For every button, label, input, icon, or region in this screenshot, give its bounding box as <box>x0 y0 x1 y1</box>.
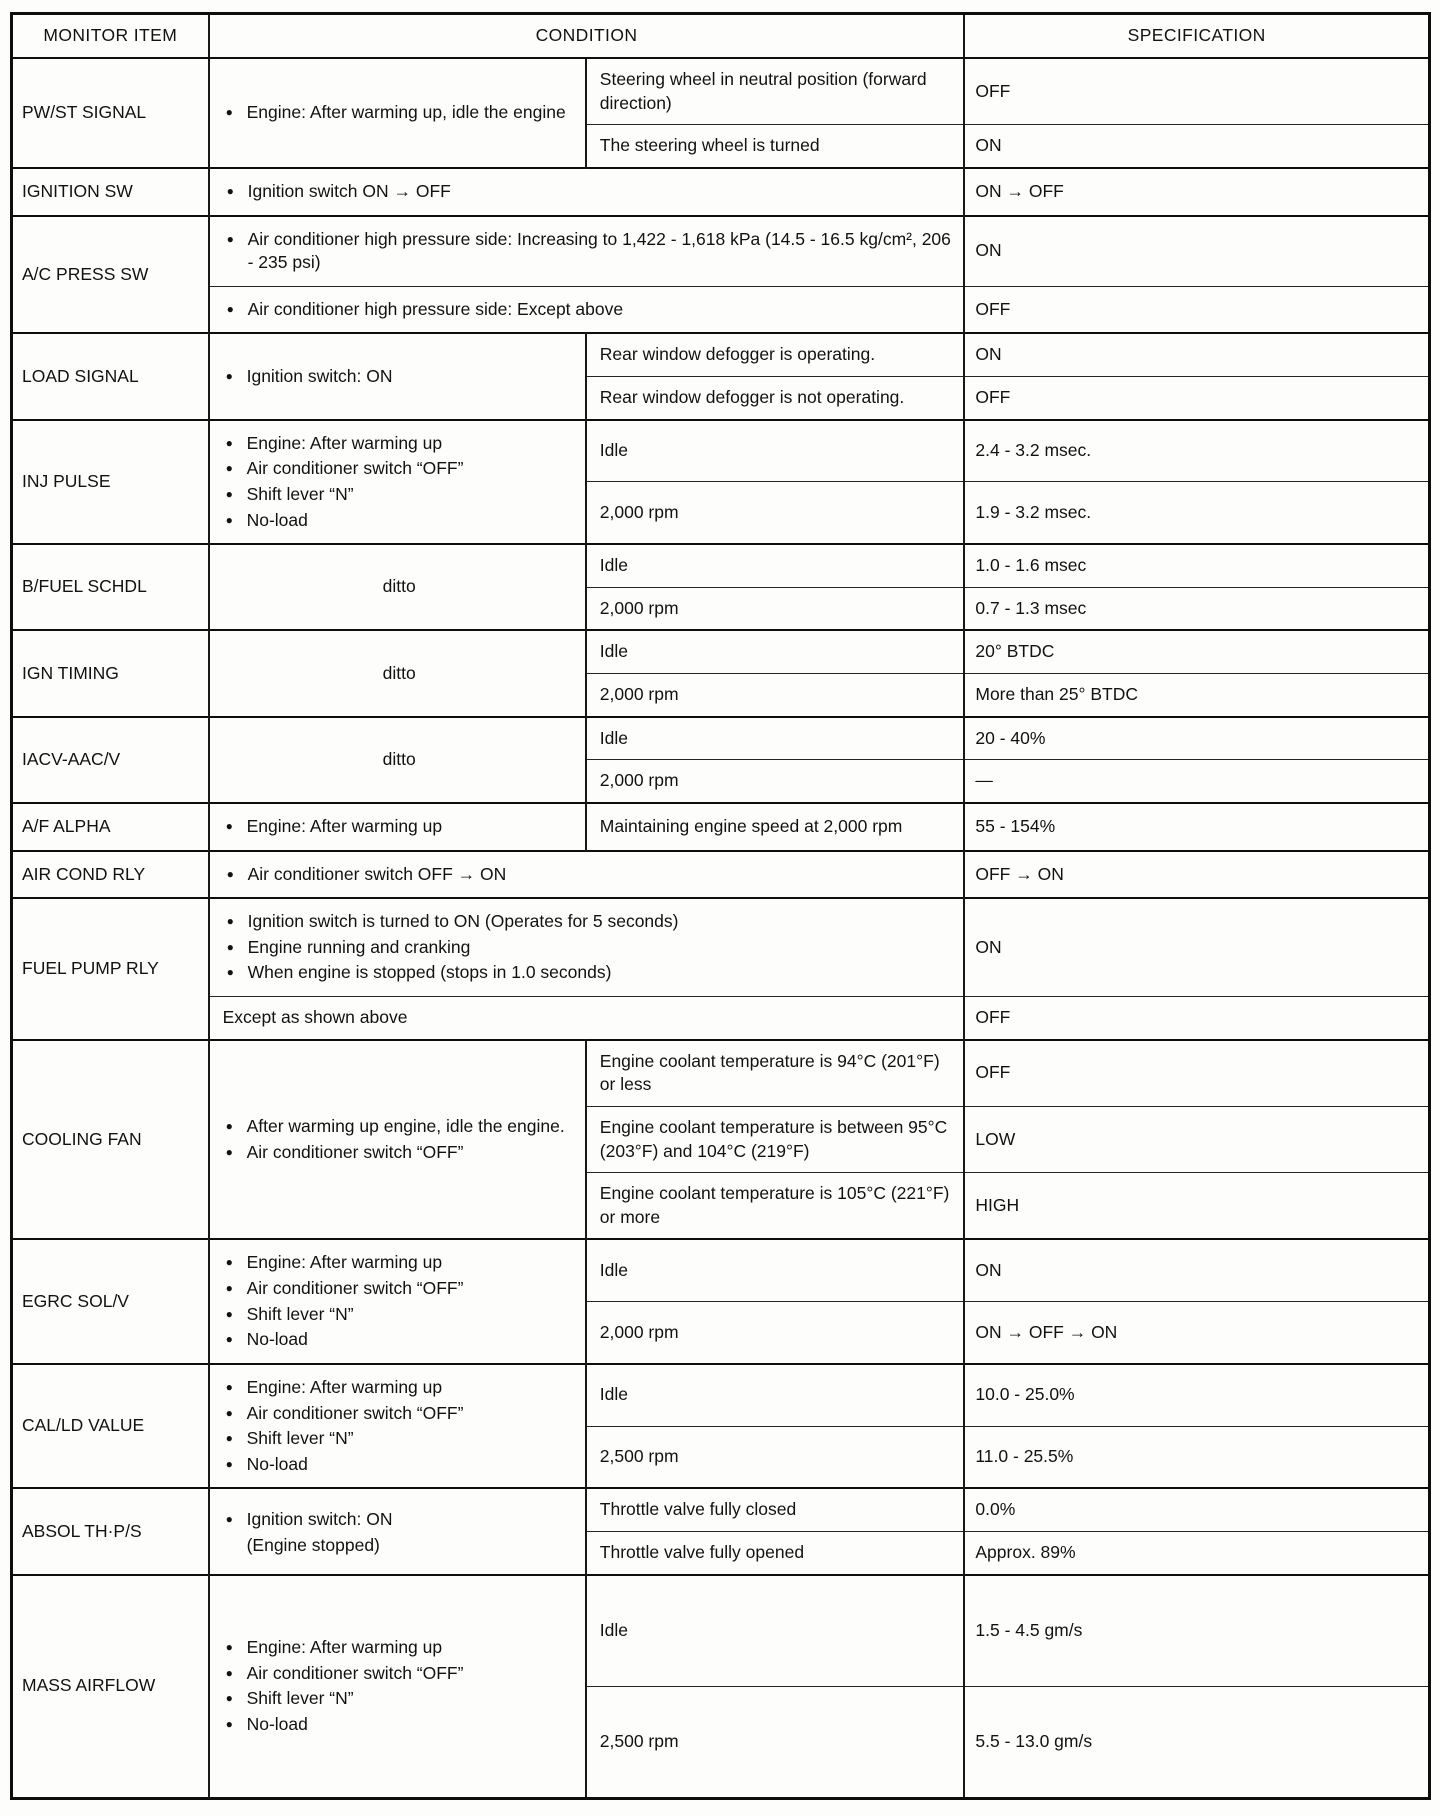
condition-bullet <box>226 815 573 839</box>
condition-text: 2,500 rpm <box>599 1730 679 1751</box>
condition-text: Ignition switch is turned to ON (Operates for 5 seconds) <box>247 911 679 932</box>
bullet-icon: ● <box>225 1431 233 1446</box>
specification-cell: — <box>964 760 1429 803</box>
specification-cell: 0.7 - 1.3 msec <box>964 587 1429 630</box>
monitor-item-cell: LOAD SIGNAL <box>12 333 209 419</box>
monitor-item-cell: IGN TIMING <box>12 630 209 716</box>
table-row <box>12 1040 1430 1107</box>
monitor-item-cell: EGRC SOL/V <box>12 1239 209 1364</box>
condition-text: Shift lever “N” <box>246 1303 354 1324</box>
condition-sub-cell <box>586 1040 965 1107</box>
condition-sub-cell <box>586 760 965 803</box>
condition-bullet <box>226 101 573 125</box>
specification-cell: 55 - 154% <box>964 803 1429 851</box>
condition-text: Rear window defogger is operating. <box>599 344 876 365</box>
monitor-item-cell: INJ PULSE <box>12 420 209 545</box>
bullet-icon: ● <box>225 512 233 527</box>
condition-bullet <box>226 1402 573 1426</box>
condition-sub-cell <box>586 1686 965 1798</box>
condition-bullet <box>223 298 952 322</box>
specification-cell: 1.0 - 1.6 msec <box>964 544 1429 587</box>
bullet-icon: ● <box>225 1691 233 1706</box>
bullet-icon: ● <box>225 1255 233 1270</box>
condition-text: Air conditioner switch OFF → ON <box>247 863 507 884</box>
bullet-icon: ● <box>225 461 233 476</box>
specification-cell: OFF <box>964 997 1429 1040</box>
monitor-item-cell: IACV-AAC/V <box>12 717 209 803</box>
condition-bullet <box>226 1376 573 1400</box>
bullet-icon: ● <box>225 1716 233 1731</box>
condition-sub-cell <box>586 1302 965 1364</box>
bullet-icon: ● <box>225 1281 233 1295</box>
specification-cell: ON <box>964 125 1429 168</box>
condition-bullet <box>223 961 952 985</box>
table-header-row <box>12 14 1430 59</box>
condition-bullet <box>226 509 573 533</box>
condition-bullet <box>226 457 573 481</box>
monitor-item-cell: FUEL PUMP RLY <box>12 898 209 1040</box>
monitor-item-cell: PW/ST SIGNAL <box>12 58 209 168</box>
table-row <box>12 420 1430 482</box>
condition-bullet <box>226 1453 573 1477</box>
condition-bullet <box>223 863 952 887</box>
condition-sub-cell <box>586 482 965 544</box>
specification-cell: ON → OFF <box>964 168 1429 216</box>
condition-text: The steering wheel is turned <box>599 135 820 156</box>
condition-bullet <box>223 936 952 960</box>
specification-cell: 20 - 40% <box>964 717 1429 760</box>
condition-text: Air conditioner high pressure side: Except above <box>247 298 624 319</box>
monitor-item-cell: ABSOL TH·P/S <box>12 1488 209 1574</box>
condition-bullet <box>226 1115 573 1139</box>
condition-bullet <box>226 1427 573 1451</box>
specification-cell: ON <box>964 1239 1429 1301</box>
condition-bullet <box>226 1141 573 1165</box>
table-row <box>12 1364 1430 1426</box>
condition-text: Engine coolant temperature is 94°C (201°F) or less <box>599 1050 940 1095</box>
bullet-icon: ● <box>225 486 233 501</box>
condition-text: Air conditioner switch “OFF” <box>246 1402 464 1423</box>
condition-text: ditto <box>382 576 416 597</box>
condition-text: Ignition switch: ON <box>246 1508 393 1529</box>
table-row <box>12 997 1430 1040</box>
table-row <box>12 216 1430 287</box>
bullet-icon: ● <box>225 1511 233 1526</box>
specification-cell: 10.0 - 25.0% <box>964 1364 1429 1426</box>
bullet-icon: ● <box>226 183 234 198</box>
monitor-item-cell: COOLING FAN <box>12 1040 209 1240</box>
monitor-item-cell: B/FUEL SCHDL <box>12 544 209 630</box>
specification-cell: OFF → ON <box>964 851 1429 899</box>
table-row <box>12 168 1430 216</box>
condition-sub-cell <box>209 168 965 216</box>
table-row <box>12 286 1430 333</box>
specification-cell: OFF <box>964 286 1429 333</box>
bullet-icon: ● <box>226 965 234 980</box>
specification-cell: 0.0% <box>964 1488 1429 1531</box>
condition-sub-cell <box>586 1426 965 1488</box>
bullet-icon: ● <box>225 1405 233 1420</box>
monitor-item-cell: A/F ALPHA <box>12 803 209 851</box>
condition-bullet <box>226 1303 573 1327</box>
condition-text: 2,000 rpm <box>599 597 679 618</box>
specification-cell: OFF <box>964 1040 1429 1107</box>
condition-text: Engine coolant temperature is between 95°C (203°F) and 104°C (219°F) <box>599 1116 948 1161</box>
condition-main-cell <box>209 1239 586 1364</box>
specification-cell: 5.5 - 13.0 gm/s <box>964 1686 1429 1798</box>
specification-cell: ON <box>964 898 1429 996</box>
condition-text: Idle <box>599 1384 628 1405</box>
table-row <box>12 630 1430 673</box>
condition-bullet <box>226 483 573 507</box>
condition-bullet <box>226 1687 573 1711</box>
specification-cell: OFF <box>964 377 1429 420</box>
condition-text: Engine: After warming up, idle the engine <box>246 102 566 123</box>
specification-cell: LOW <box>964 1106 1429 1172</box>
condition-main-cell <box>209 717 586 803</box>
condition-text: Air conditioner switch “OFF” <box>246 458 464 479</box>
specification-cell: ON <box>964 216 1429 287</box>
table-row <box>12 851 1430 899</box>
condition-text: Idle <box>599 440 628 461</box>
condition-sub-cell <box>586 420 965 482</box>
condition-main-cell <box>209 1575 586 1799</box>
condition-sub-cell <box>586 1106 965 1172</box>
condition-text: Steering wheel in neutral position (forward direction) <box>599 69 927 113</box>
table-row <box>12 1488 1430 1531</box>
table-row <box>12 898 1430 996</box>
condition-text: 2,000 rpm <box>599 684 679 704</box>
condition-text: 2,500 rpm <box>599 1446 679 1467</box>
monitor-spec-table <box>10 12 1431 1800</box>
table-row <box>12 544 1430 587</box>
condition-main-cell <box>209 1364 586 1489</box>
specification-cell: 11.0 - 25.5% <box>964 1426 1429 1488</box>
condition-sub-cell <box>209 286 965 333</box>
condition-main-cell <box>209 420 586 545</box>
bullet-icon: ● <box>225 435 233 450</box>
monitor-item-cell: A/C PRESS SW <box>12 216 209 334</box>
bullet-icon: ● <box>225 1306 233 1321</box>
condition-text: No-load <box>246 1453 308 1474</box>
condition-bullet <box>226 1277 573 1301</box>
condition-text: No-load <box>246 509 308 530</box>
table-row <box>12 58 1430 125</box>
condition-main-cell <box>209 803 586 851</box>
monitor-item-cell: MASS AIRFLOW <box>12 1575 209 1799</box>
monitor-item-cell: CAL/LD VALUE <box>12 1364 209 1489</box>
bullet-icon: ● <box>225 1379 233 1394</box>
condition-sub-cell <box>586 717 965 760</box>
condition-text: Engine: After warming up <box>246 1376 443 1397</box>
condition-text: Idle <box>599 641 628 662</box>
condition-text: Rear window defogger is not operating. <box>599 387 905 407</box>
bullet-icon: ● <box>225 1456 233 1471</box>
condition-bullet <box>226 1636 573 1660</box>
header-monitor-item: MONITOR ITEM <box>12 14 209 59</box>
bullet-icon: ● <box>225 818 233 833</box>
condition-bullet <box>226 1328 573 1352</box>
condition-text: Idle <box>599 1619 628 1640</box>
condition-sub-cell <box>586 674 965 717</box>
condition-text: Idle <box>599 727 628 748</box>
condition-text: No-load <box>246 1713 308 1734</box>
condition-sub-cell <box>209 898 965 996</box>
table-row <box>12 803 1430 851</box>
condition-text: Air conditioner switch “OFF” <box>246 1141 464 1162</box>
condition-bullet <box>223 180 952 204</box>
bullet-icon: ● <box>225 1118 233 1133</box>
condition-bullet <box>226 365 573 389</box>
condition-bullet <box>226 1713 573 1737</box>
table-row <box>12 1239 1430 1301</box>
condition-sub-cell <box>586 587 965 630</box>
condition-sub-cell <box>586 377 965 420</box>
condition-bullet <box>223 228 952 275</box>
condition-text: When engine is stopped (stops in 1.0 seconds) <box>247 962 612 983</box>
condition-sub-cell <box>209 997 965 1040</box>
bullet-icon: ● <box>226 866 234 881</box>
condition-sub-cell <box>209 216 965 287</box>
condition-bullet <box>226 1508 573 1532</box>
bullet-icon: ● <box>225 1144 233 1159</box>
condition-text: Shift lever “N” <box>246 483 354 504</box>
condition-sub-cell <box>209 851 965 899</box>
bullet-icon: ● <box>225 1639 233 1654</box>
specification-cell: 1.5 - 4.5 gm/s <box>964 1575 1429 1687</box>
condition-text: Except as shown above <box>222 1007 408 1027</box>
condition-text: After warming up engine, idle the engine. <box>246 1115 565 1136</box>
condition-text: Idle <box>599 555 628 576</box>
condition-sub-cell <box>586 1575 965 1687</box>
table-row <box>12 1575 1430 1687</box>
monitor-item-cell: AIR COND RLY <box>12 851 209 899</box>
condition-text: Air conditioner switch “OFF” <box>246 1662 464 1683</box>
condition-text: Shift lever “N” <box>246 1688 354 1709</box>
specification-cell: ON <box>964 333 1429 376</box>
condition-bullet <box>226 432 573 456</box>
condition-sub-cell <box>586 1239 965 1301</box>
condition-bullet <box>226 1662 573 1686</box>
condition-text: Air conditioner high pressure side: Increasing to 1,422 - 1,618 kPa (14.5 - 16.5 kg/cm², 206 - 235 psi) <box>247 228 951 273</box>
condition-sub-cell <box>586 58 965 125</box>
condition-sub-cell <box>586 1532 965 1575</box>
table-row <box>12 717 1430 760</box>
condition-text: Idle <box>599 1259 628 1280</box>
header-specification: SPECIFICATION <box>964 14 1429 59</box>
condition-sub-cell <box>586 1364 965 1426</box>
bullet-icon: ● <box>226 301 234 316</box>
bullet-icon: ● <box>225 1332 233 1347</box>
condition-main-cell <box>209 1488 586 1574</box>
condition-text: Ignition switch: ON <box>246 365 393 386</box>
condition-sub-cell <box>586 125 965 168</box>
condition-text: Engine: After warming up <box>246 1252 443 1273</box>
condition-sub-cell <box>586 544 965 587</box>
condition-text: 2,000 rpm <box>599 770 679 791</box>
bullet-icon: ● <box>225 1665 233 1680</box>
condition-text: Throttle valve fully closed <box>599 1499 797 1520</box>
condition-sub-cell <box>586 333 965 376</box>
condition-note: (Engine stopped) <box>246 1534 380 1555</box>
condition-bullet <box>223 910 952 934</box>
specification-cell: ON → OFF → ON <box>964 1302 1429 1364</box>
condition-main-cell <box>209 333 586 419</box>
bullet-icon: ● <box>225 368 233 383</box>
condition-text: 2,000 rpm <box>599 1321 679 1342</box>
condition-main-cell <box>209 544 586 630</box>
condition-sub-cell <box>586 803 965 851</box>
specification-cell: 2.4 - 3.2 msec. <box>964 420 1429 482</box>
specification-cell: 1.9 - 3.2 msec. <box>964 482 1429 544</box>
condition-text: Ignition switch ON → OFF <box>247 180 451 201</box>
condition-main-cell <box>209 1040 586 1240</box>
specification-cell: 20° BTDC <box>964 630 1429 673</box>
condition-text: Engine: After warming up <box>246 432 443 453</box>
condition-text: Throttle valve fully opened <box>599 1542 805 1562</box>
specification-cell: More than 25° BTDC <box>964 674 1429 717</box>
specification-cell: OFF <box>964 58 1429 125</box>
condition-text: No-load <box>246 1329 308 1350</box>
condition-text: 2,000 rpm <box>599 501 679 522</box>
condition-bullet <box>226 1251 573 1275</box>
condition-text: Air conditioner switch “OFF” <box>246 1278 464 1298</box>
condition-sub-cell <box>586 630 965 673</box>
spec-table-body <box>12 58 1430 1798</box>
bullet-icon: ● <box>226 914 234 929</box>
condition-text: Engine: After warming up <box>246 815 443 836</box>
table-row <box>12 333 1430 376</box>
header-condition: CONDITION <box>209 14 965 59</box>
specification-cell: HIGH <box>964 1173 1429 1240</box>
specification-cell: Approx. 89% <box>964 1532 1429 1575</box>
condition-sub-cell <box>586 1173 965 1240</box>
condition-main-cell <box>209 630 586 716</box>
condition-text: Shift lever “N” <box>246 1428 354 1449</box>
condition-sub-cell <box>586 1488 965 1531</box>
condition-text: Engine running and cranking <box>247 936 471 957</box>
monitor-item-cell: IGNITION SW <box>12 168 209 216</box>
condition-text: Engine coolant temperature is 105°C (221°F) or more <box>599 1183 950 1227</box>
bullet-icon: ● <box>226 939 234 954</box>
condition-main-cell <box>209 58 586 168</box>
condition-text: ditto <box>382 748 416 769</box>
condition-text: ditto <box>382 662 416 683</box>
condition-text: Engine: After warming up <box>246 1636 443 1657</box>
condition-text: Maintaining engine speed at 2,000 rpm <box>599 815 903 836</box>
bullet-icon: ● <box>226 231 234 246</box>
bullet-icon: ● <box>225 105 233 120</box>
